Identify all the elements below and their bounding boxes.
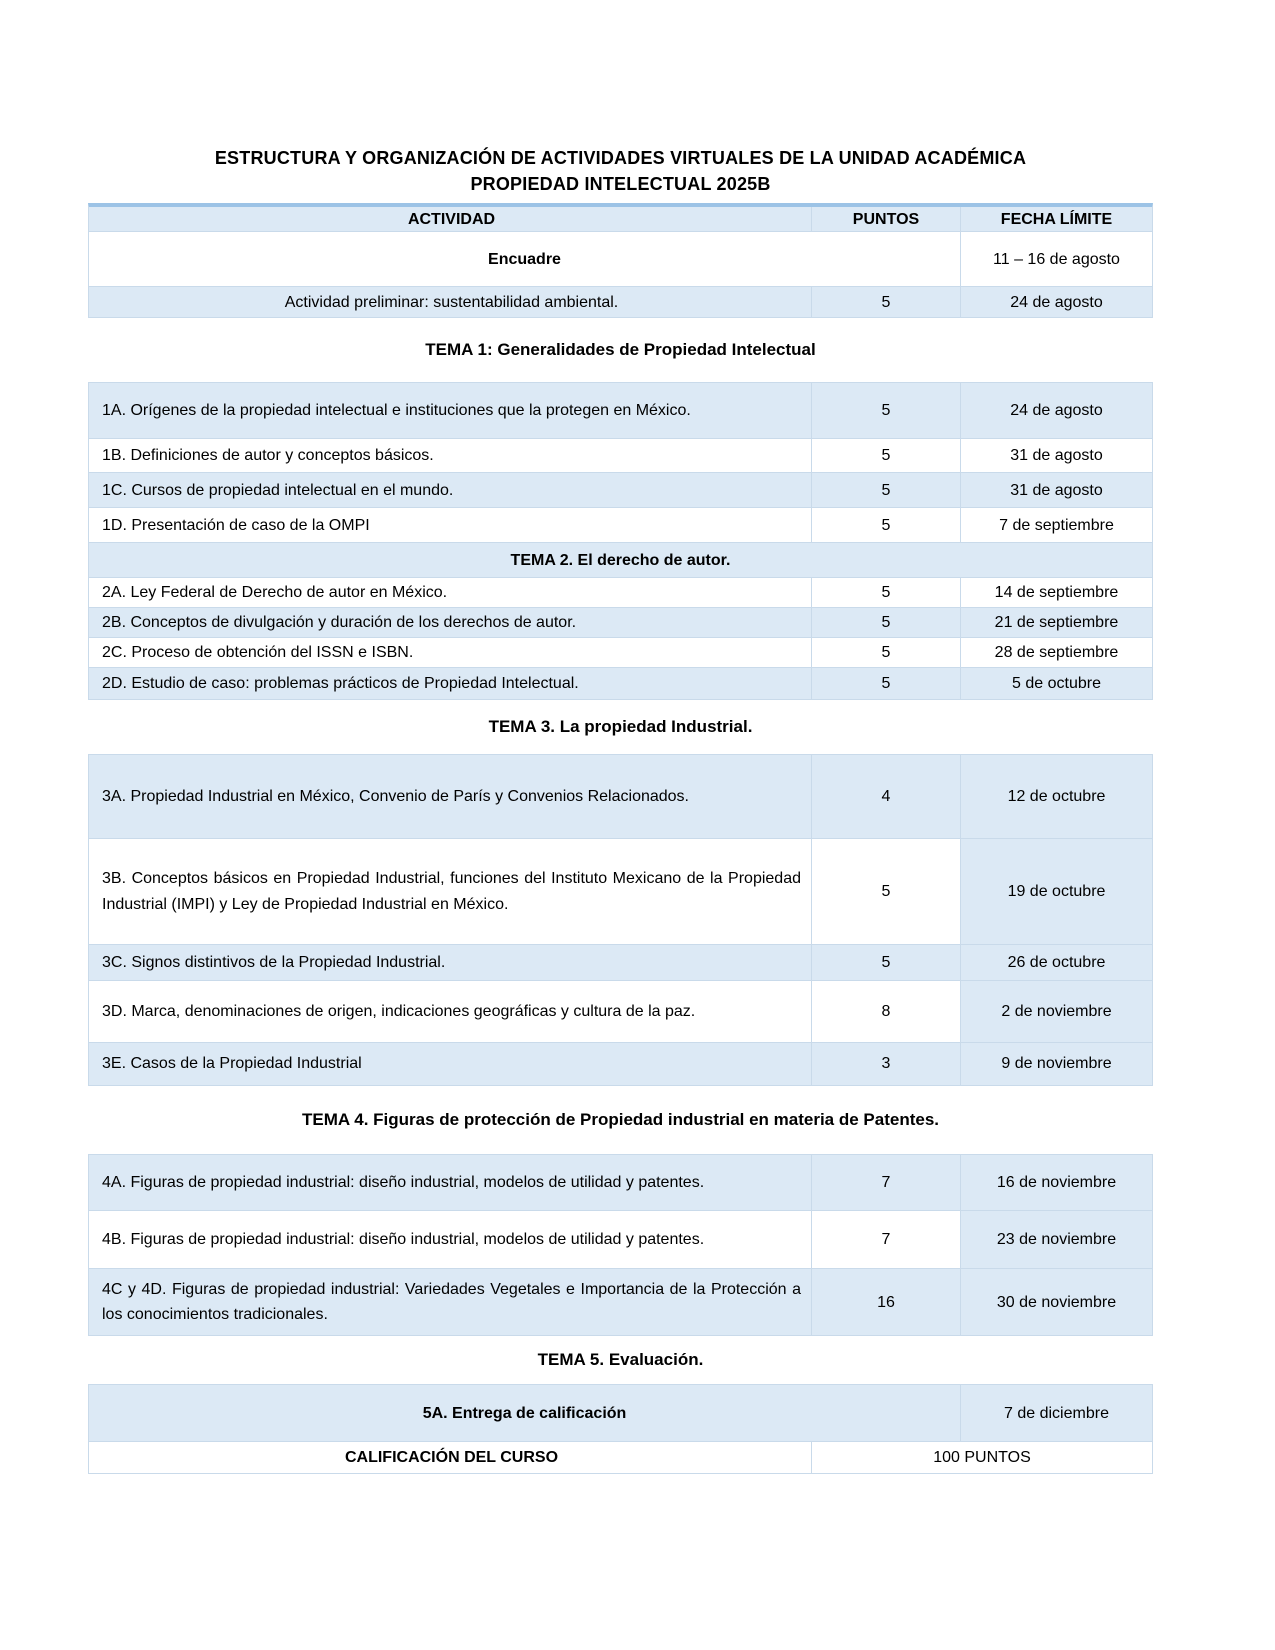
points-cell: 8 [811,981,960,1042]
activity-cell: 5A. Entrega de calificación [422,1404,627,1422]
activity-cell: 4B. Figuras de propiedad industrial: diseño industrial, modelos de utilidad y patentes. [102,1231,705,1248]
points-cell: 5 [811,839,960,944]
activity-cell: 3B. Conceptos básicos en Propiedad Industrial, funciones del Instituto Mexicano de la Propiedad Industrial (IMPI) y Ley de Propiedad Industrial en México. [102,869,801,913]
table-row-1c [89,473,1152,508]
points-cell: 5 [811,638,960,667]
deadline-cell: 24 de agosto [960,287,1152,317]
points-cell: 5 [811,578,960,607]
table-row-1b [89,439,1152,473]
table-row-4a [89,1155,1152,1211]
activity-cell: 3A. Propiedad Industrial en México, Convenio de París y Convenios Relacionados. [102,787,689,805]
section-heading-row-tema2 [89,543,1152,578]
deadline-cell: 11 – 16 de agosto [960,232,1152,286]
deadline-cell: 31 de agosto [960,473,1152,507]
points-cell: 5 [811,945,960,980]
table-row-encuadre [89,232,1152,287]
course-grade-value: 100 PUNTOS [811,1442,1152,1473]
deadline-cell: 14 de septiembre [960,578,1152,607]
activity-cell: 3C. Signos distintivos de la Propiedad Industrial. [102,953,446,971]
activities-table-intro [88,203,1153,318]
activity-cell: 1B. Definiciones de autor y conceptos básicos. [102,447,434,464]
table-row-1a [89,383,1152,439]
points-cell: 5 [811,383,960,438]
table-row-2a [89,578,1152,608]
activity-cell: 2A. Ley Federal de Derecho de autor en México. [102,584,448,601]
table-row-course-grade [89,1442,1152,1473]
table-row-2c [89,638,1152,668]
points-cell: 4 [811,755,960,838]
table-row-4b [89,1211,1152,1269]
points-cell: 5 [811,439,960,472]
table-row-2d [89,668,1152,699]
table-row-4cd [89,1269,1152,1335]
table-row-3d [89,981,1152,1043]
deadline-cell: 5 de octubre [960,668,1152,699]
activities-table-tema1-2 [88,382,1153,700]
activity-cell: 3D. Marca, denominaciones de origen, indicaciones geográficas y cultura de la paz. [102,1002,696,1020]
table-row-preliminar [89,287,1152,317]
table-row-3c [89,945,1152,981]
section-heading-tema1: TEMA 1: Generalidades de Propiedad Intelectual [425,340,816,359]
activity-cell: Encuadre [488,250,561,268]
activity-cell: 1A. Orígenes de la propiedad intelectual e instituciones que la protegen en México. [102,402,691,419]
document-page [88,145,1153,1474]
points-cell: 5 [811,287,960,317]
column-header-puntos: PUNTOS [811,207,960,231]
table-row-3a [89,755,1152,839]
deadline-cell: 9 de noviembre [960,1043,1152,1085]
deadline-cell: 7 de diciembre [960,1385,1152,1441]
course-grade-label: CALIFICACIÓN DEL CURSO [344,1449,559,1466]
column-header-fecha-limite: FECHA LÍMITE [960,207,1152,231]
activities-table-tema4 [88,1154,1153,1336]
section-heading-tema5: TEMA 5. Evaluación. [537,1350,704,1369]
activity-cell: 2B. Conceptos de divulgación y duración de los derechos de autor. [102,614,577,631]
activities-table-tema5 [88,1384,1153,1474]
activity-cell: 2C. Proceso de obtención del ISSN e ISBN. [102,644,414,661]
deadline-cell: 16 de noviembre [960,1155,1152,1210]
activities-table-tema3 [88,754,1153,1086]
document-title-line2: PROPIEDAD INTELECTUAL 2025B [470,174,771,194]
points-cell: 16 [811,1269,960,1335]
activity-cell: Actividad preliminar: sustentabilidad ambiental. [284,293,619,311]
deadline-cell: 2 de noviembre [960,981,1152,1042]
deadline-cell: 31 de agosto [960,439,1152,472]
activity-cell: 2D. Estudio de caso: problemas prácticos de Propiedad Intelectual. [102,675,579,692]
deadline-cell: 28 de septiembre [960,638,1152,667]
points-cell: 5 [811,508,960,542]
deadline-cell: 19 de octubre [960,839,1152,944]
activity-cell: 3E. Casos de la Propiedad Industrial [102,1055,362,1072]
table-row-5a [89,1385,1152,1442]
table-row-3b [89,839,1152,945]
document-title-line1: ESTRUCTURA Y ORGANIZACIÓN DE ACTIVIDADES VIRTUALES DE LA UNIDAD ACADÉMICA [214,148,1027,168]
activity-cell: 4A. Figuras de propiedad industrial: diseño industrial, modelos de utilidad y patentes. [102,1174,705,1191]
activity-cell: 1D. Presentación de caso de la OMPI [102,516,370,534]
column-header-actividad: ACTIVIDAD [407,210,496,228]
section-heading-tema4: TEMA 4. Figuras de protección de Propiedad industrial en materia de Patentes. [301,1110,940,1129]
table-header-row [89,207,1152,232]
deadline-cell: 12 de octubre [960,755,1152,838]
deadline-cell: 21 de septiembre [960,608,1152,637]
deadline-cell: 30 de noviembre [960,1269,1152,1335]
section-heading-tema2: TEMA 2. El derecho de autor. [510,551,731,569]
deadline-cell: 24 de agosto [960,383,1152,438]
table-row-1d [89,508,1152,543]
deadline-cell: 7 de septiembre [960,508,1152,542]
activity-cell: 4C y 4D. Figuras de propiedad industrial: Variedades Vegetales e Importancia de la Protección a los conocimientos tradicionales. [102,1281,801,1323]
activity-cell: 1C. Cursos de propiedad intelectual en el mundo. [102,481,454,499]
points-cell: 5 [811,473,960,507]
points-cell: 3 [811,1043,960,1085]
table-row-2b [89,608,1152,638]
deadline-cell: 26 de octubre [960,945,1152,980]
points-cell: 5 [811,668,960,699]
document-title [88,145,1153,197]
table-row-3e [89,1043,1152,1085]
deadline-cell: 23 de noviembre [960,1211,1152,1268]
section-heading-tema3: TEMA 3. La propiedad Industrial. [488,717,753,736]
points-cell: 7 [811,1211,960,1268]
points-cell: 5 [811,608,960,637]
points-cell: 7 [811,1155,960,1210]
